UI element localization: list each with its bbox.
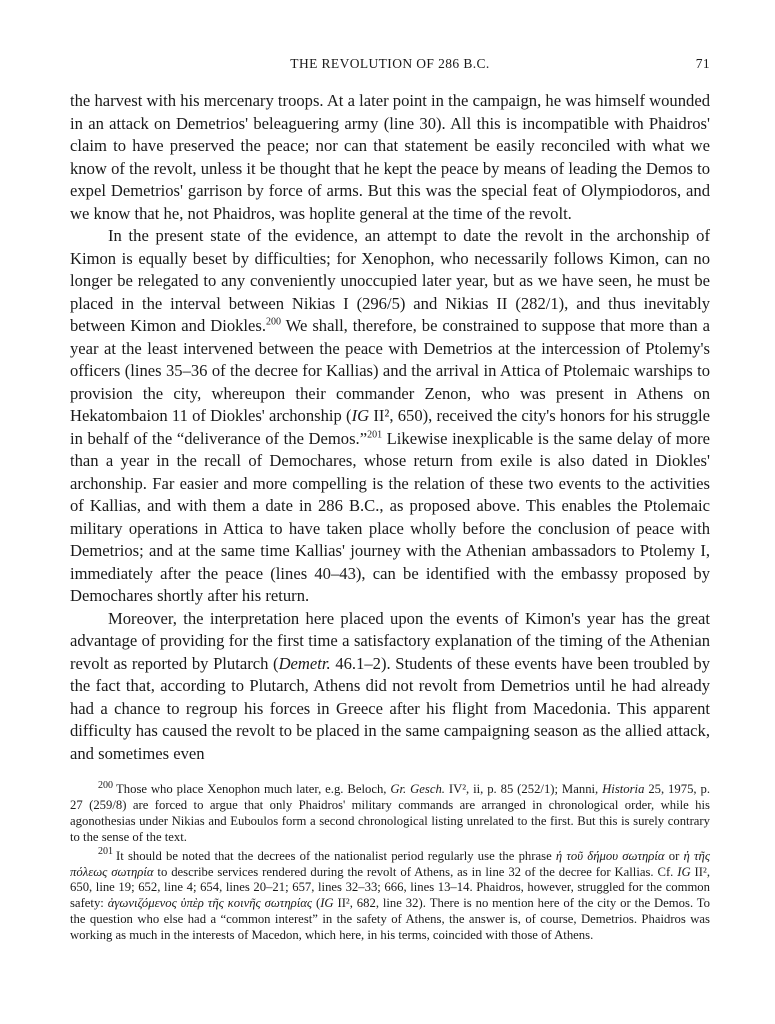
footnote-201-ig-2: IG <box>320 896 334 911</box>
paragraph-1-text: the harvest with his mercenary troops. At a later point in the campaign, he was himself wounded in an attack on Demetrios' beleaguering army (line 30). All this is incompatible with Phaidros' claim to have preserved the peace; nor can that statement be easily reconciled with what we know of the revolt, unless it be thought that he kept the peace by means of leading the Demos to expel Demetrios' garrison by force of arms. But this was the special feat of Olympiodoros, and we know that he, not Phaidros, was hoplite general at the time of the revolt. <box>70 91 710 223</box>
footnote-200-gr-gesch: Gr. Gesch. <box>390 782 445 796</box>
page <box>70 52 710 947</box>
paragraph-3-demetr: Demetr. <box>278 653 331 673</box>
footnote-201-greek-1: ἡ τοῦ δήμου σωτηρία <box>555 848 665 863</box>
paragraph-3-text-a: Moreover, the interpretation here placed upon the events of Kimon's year has the great advantage of providing for the first time a satisfactory explanation of the timing of the Athenian revolt as reported by Plutarch ( <box>70 608 710 673</box>
paragraph-3-text-b: 46.1–2). Students of these events have been troubled by the fact that, according to Plutarch, Athens did not revolt from Demetrios until he had already had a chance to regroup his forces in Greece after his flight from Macedonia. This apparent difficulty has caused the revolt to be placed in the same campaigning season as the allied attack, and sometimes even <box>70 653 710 763</box>
footnotes <box>70 779 711 944</box>
paragraph-3 <box>70 608 710 766</box>
footnote-201-number: 201 <box>98 846 113 858</box>
footnote-201-text-d: ( <box>312 896 321 911</box>
footnote-ref-201[interactable]: 201 <box>367 428 383 440</box>
paragraph-2-text-a: In the present state of the evidence, an attempt to date the revolt in the archonship of Kimon is equally beset by difficulties; for Xenophon, who necessarily follows Kimon, can no longer be relegated to any conveniently unoccupied later year, but as we have seen, he must be placed in the interval between Nikias I (296/5) and Nikias II (282/1), and thus inevitably between Kimon and Diokles. <box>70 226 710 335</box>
footnote-200-text-b: IV², ii, p. 85 (252/1); Manni, <box>444 782 603 796</box>
footnote-200-number: 200 <box>98 779 113 791</box>
running-title: THE REVOLUTION OF 286 B.C. <box>290 56 490 71</box>
footnote-201-or: or <box>664 848 684 863</box>
paragraph-2-text-b: We shall, therefore, be constrained to suppose that more than a year at the least intervened between the peace with Demetrios at the intercession of Ptolemy's officers (lines 35–36 of the decree for Kallias) and the arrival in Attica of Ptolemaic warships to provision the city, whereupon their commander Zenon, who was present in Athens on Hekatombaion 11 of Diokles' archonship ( <box>70 316 710 425</box>
paragraph-2 <box>70 225 710 608</box>
paragraph-2-ig: IG <box>351 406 370 425</box>
footnote-200-historia: Historia <box>602 782 645 796</box>
footnote-ref-200[interactable]: 200 <box>266 316 282 328</box>
page-number: 71 <box>695 56 710 71</box>
footnote-201-ig-1: IG <box>677 864 691 879</box>
paragraph-2-text-d: Likewise inexplicable is the same delay of more than a year in the recall of Demochares, whose return from exile is also dated in Diokles' archonship. Far easier and more compelling is the relation of these two events to the activities of Kallias, and with them a date in 286 B.C., as proposed above. This enables the Ptolemaic military operations in Attica to have taken place wholly before the conclusion of peace with Demetrios; and at the same time Kallias' journey with the Athenian ambassadors to Ptolemy I, immediately after the peace (lines 40–43), can be identified with the embassy proposed by Demochares shortly after his return. <box>70 428 711 605</box>
footnote-201-greek-3: ἀγωνιζόμενος ὑπὲρ τῆς κοινῆς σωτηρίας <box>107 896 313 911</box>
footnote-200-text-c: 25, 1975, p. 27 (259/8) are forced to argue that only Phaidros' military commands are arranged in chronological order, while his agonothesias under Nikias and Euboulos form a second chronological listing unrelated to the first. But this is surely contrary to the sense of the text. <box>70 782 711 844</box>
footnote-200-text-a: Those who place Xenophon much later, e.g. Beloch, <box>116 782 391 796</box>
body-text <box>70 90 710 765</box>
footnote-201-text-b: to describe services rendered during the revolt of Athens, as in line 32 of the decree for Kallias. Cf. <box>153 864 678 879</box>
paragraph-1 <box>70 90 710 225</box>
footnote-201-greek-2: ἡ τῆς πόλεως σωτηρία <box>70 848 711 879</box>
running-header <box>70 52 710 76</box>
footnote-201-text-a: It should be noted that the decrees of the nationalist period regularly use the phrase <box>116 848 556 863</box>
footnote-201 <box>70 846 711 944</box>
paragraph-2-text-c: II², 650), received the city's honors for his struggle in behalf of the “deliverance of the Demos.” <box>70 406 710 448</box>
footnote-200 <box>70 779 711 846</box>
footnote-201-text-c: II², 650, line 19; 652, line 4; 654, lines 20–21; 657, lines 32–33; 666, lines 13–14. Phaidros, however, struggled for the common safety: <box>70 864 710 911</box>
footnote-201-text-e: II², 682, line 32). There is no mention here of the city or the Demos. To the question who else had a “common interest” in the safety of Athens, the answer is, of course, Demetrios. Phaidros was working as much in the interests of Macedon, which here, in his terms, coincided with those of Athens. <box>70 896 710 943</box>
